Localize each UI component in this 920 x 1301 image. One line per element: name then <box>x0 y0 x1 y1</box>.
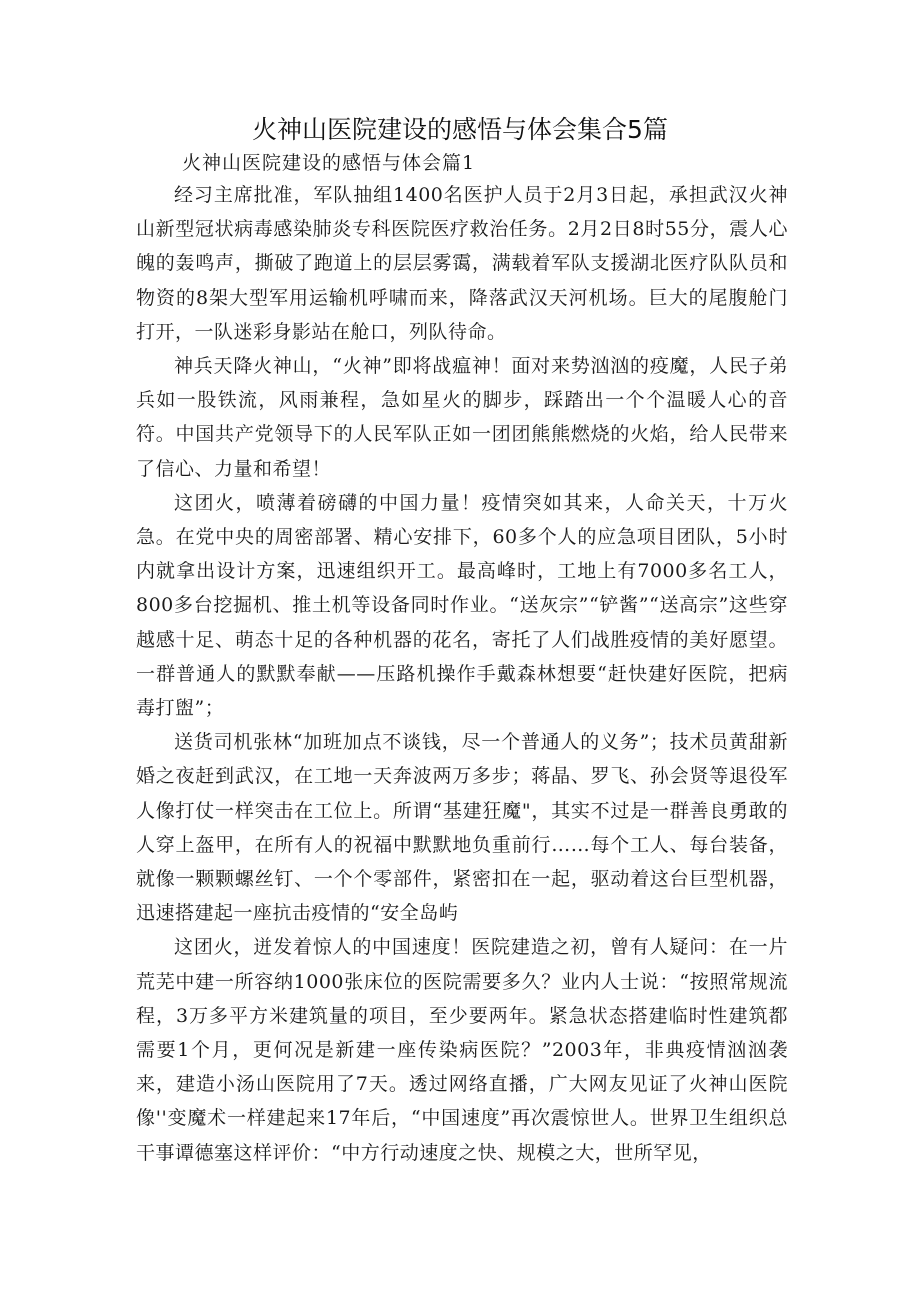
paragraph: 这团火，喷薄着磅礴的中国力量！疫情突如其来，人命关天，十万火急。在党中央的周密部署、精心安排下，60多个人的应急项目团队，5小时内就拿出设计方案，迅速组织开工。最高峰时，工地上有7000多名工人，800多台挖掘机、推土机等设备同时作业。“送灰宗”“铲酱”“送高宗”这些穿越感十足、萌态十足的各种机器的花名，寄托了人们战胜疫情的美好愿望。一群普通人的默默奉献——压路机操作手戴森林想要“赶快建好医院，把病毒打盥”； <box>136 491 788 720</box>
section-heading: 火神山医院建设的感悟与体会篇1 <box>182 152 476 174</box>
paragraph: 这团火，迸发着惊人的中国速度！医院建造之初，曾有人疑问：在一片荒芜中建一所容纳1000张床位的医院需要多久？业内人士说：“按照常规流程，3万多平方米建筑量的项目，至少要两年。紧急状态搭建临时性建筑都需要1个月，更何况是新建一座传染病医院？”2003年，非典疫情汹汹袭来，建造小汤山医院用了7天。透过网络直播，广大网友见证了火神山医院像''变魔术一样建起来17年后，“中国速度”再次震惊世人。世界卫生组织总干事谭德塞这样评价：“中方行动速度之快、规模之大，世所罕见， <box>136 936 788 1164</box>
document-title: 火神山医院建设的感悟与体会集合5篇 <box>252 115 668 144</box>
paragraph: 神兵天降火神山，“火神”即将战瘟神！面对来势汹汹的疫魔，人民子弟兵如一股铁流，风雨兼程，急如星火的脚步，踩踏出一个个温暖人心的音符。中国共产党领导下的人民军队正如一团团熊熊燃烧的火焰，给人民带来了信心、力量和希望！ <box>136 355 788 480</box>
paragraph: 送货司机张林“加班加点不谈钱，尽一个普通人的义务”；技术员黄甜新婚之夜赶到武汉，在工地一天奔波两万多步；蒋晶、罗飞、孙会贤等退役军人像打仗一样突击在工位上。所谓“基建狂魔"，其实不过是一群善良勇敢的人穿上盔甲，在所有人的祝福中默默地负重前行……每个工人、每台装备，就像一颗颗螺丝钉、一个个零部件，紧密扣在一起，驱动着这台巨型机器，迅速搭建起一座抗击疫情的“安全岛屿 <box>136 731 788 925</box>
document-body <box>136 178 788 1170</box>
paragraph: 经习主席批准，军队抽组1400名医护人员于2月3日起，承担武汉火神山新型冠状病毒感染肺炎专科医院医疗救治任务。2月2日8时55分，震人心魄的轰鸣声，撕破了跑道上的层层雾霭，满载着军队支援湖北医疗队队员和物资的8架大型军用运输机呼啸而来，降落武汉天河机场。巨大的尾腹舱门打开，一队迷彩身影站在舱口，列队待命。 <box>136 184 788 343</box>
